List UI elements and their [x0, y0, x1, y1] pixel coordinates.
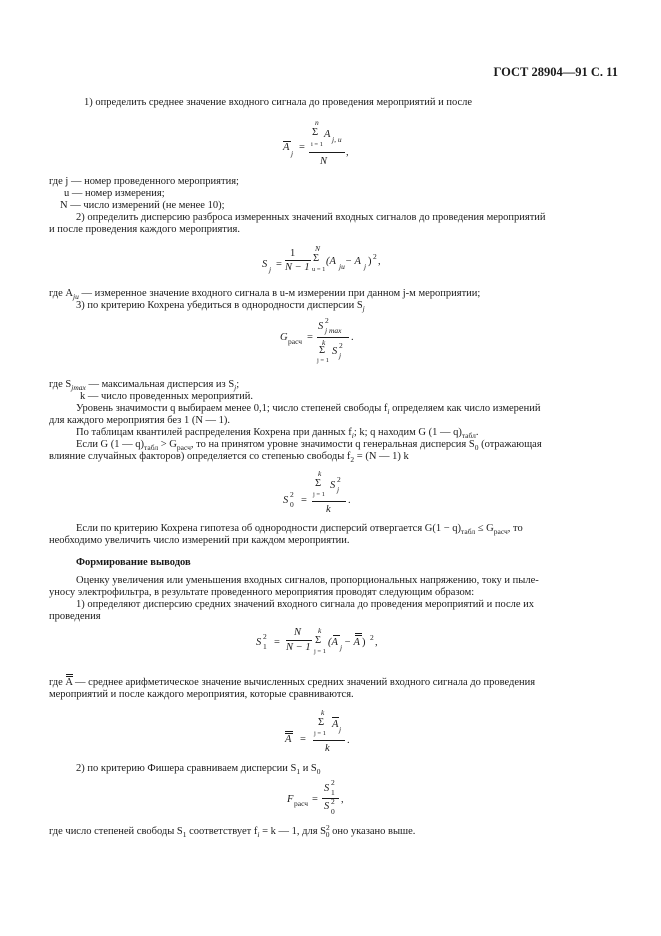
- df-end: оно указано выше.: [329, 826, 416, 837]
- f7-num: S: [324, 783, 330, 794]
- f1-lhs: A: [283, 142, 290, 153]
- f1-sum-bot: i = 1: [311, 141, 323, 148]
- significance-text: [76, 404, 540, 415]
- f4-num-sup: 2: [337, 475, 341, 484]
- f1-tail: ,: [346, 147, 349, 158]
- f3-sum-bot: j = 1: [317, 357, 329, 364]
- conclusion-step-1: 1) определяют дисперсию средних значений входного сигнала до проведения мероприятий и после их: [76, 599, 535, 610]
- f4-lhs: S: [283, 495, 289, 506]
- f3-sum-top: k: [322, 338, 326, 347]
- f5-sum: Σ: [315, 635, 322, 646]
- df-lead: где число степеней свободы S: [49, 826, 183, 837]
- where-j: где j — номер проведенного мероприятия;: [49, 176, 239, 187]
- conclusion-step-1-cont: проведения: [49, 611, 101, 622]
- f3-eq: =: [307, 332, 313, 343]
- f5-sum-bot: j = 1: [314, 648, 326, 655]
- f4-sum-top: k: [318, 469, 322, 478]
- f7-num-sub: 1: [331, 788, 335, 797]
- f4-sum: Σ: [315, 478, 322, 489]
- f4-num-sub: j: [337, 485, 340, 494]
- f7-den-sup: 2: [331, 797, 335, 806]
- f5-lhs: S: [256, 637, 262, 648]
- f1-lhs-sub: j: [291, 149, 294, 158]
- accept-sub3: 0: [474, 443, 479, 452]
- f1-num-sub: j, u: [332, 135, 342, 144]
- f4-den: k: [326, 504, 331, 515]
- f3-lhs: G: [280, 332, 288, 343]
- where-aju-rest: — измеренное значение входного сигнала в u-м измерении при данном j-м мероприятии;: [78, 288, 481, 299]
- cochran-reject-cont: необходимо увеличить число измерений при каждом мероприятии.: [49, 535, 350, 546]
- f1-eq: =: [299, 142, 305, 153]
- f1-den: N: [320, 156, 328, 167]
- conclusion-step-2: [76, 764, 321, 775]
- where-aju: [49, 289, 480, 300]
- where-sjmax-lead: где S: [49, 379, 72, 390]
- conclusion-intro: Оценку увеличения или уменьшения входных сигналов, пропорциональных напряжению, току и пыле-: [76, 575, 539, 586]
- accept-end: , то на принятом уровне значимости q генеральная дисперсия S: [190, 439, 475, 450]
- df-sub3: 0: [325, 830, 330, 839]
- step-3-text: [76, 301, 365, 312]
- step-2-text-cont: и после проведения каждого мероприятия.: [49, 224, 240, 235]
- reject-sub: табл: [461, 527, 476, 536]
- f2-den: N − 1: [285, 262, 310, 273]
- where-sjmax: [49, 380, 239, 391]
- f4-lhs-sub: 0: [290, 500, 294, 509]
- where-abar: где A — среднее арифметическое значение вычисленных средних значений входного сигнала до проведения: [49, 677, 536, 688]
- df-mid: соответствует f: [186, 826, 258, 837]
- where-sjmax-rest: — максимальная дисперсия из S: [85, 379, 235, 390]
- where-n: N — число измерений (не менее 10);: [60, 200, 225, 211]
- where-abar-cont: мероприятий и после каждого мероприятия, которые сравниваются.: [49, 689, 354, 700]
- df-sup: 2: [326, 823, 330, 832]
- f1-sum: Σ: [312, 127, 319, 138]
- f5-body: (A: [328, 637, 338, 648]
- cochran-reject-text: [76, 524, 523, 535]
- f5-lhs-sub: 1: [263, 642, 267, 651]
- f4-lhs-sup: 2: [290, 490, 294, 499]
- f3-den-sup: 2: [339, 341, 343, 350]
- f5-body-end: ): [362, 637, 366, 648]
- f6-sum-bot: j = 1: [314, 730, 326, 737]
- f6-sum: Σ: [318, 717, 325, 728]
- f4-num: S: [330, 480, 336, 491]
- f7-den-sub: 0: [331, 807, 335, 816]
- step-3-sub: j: [362, 304, 365, 313]
- quantile-rest: ; k; q находим G (1 — q): [353, 427, 462, 438]
- f6-den: k: [325, 743, 330, 754]
- where-sjmax-end: ;: [236, 379, 240, 390]
- f5-sup: 2: [370, 633, 374, 642]
- quantile-lead: По таблицам квантилей распределения Кохрена при данных f: [76, 427, 352, 438]
- reject-rest: ≤ G: [475, 523, 494, 534]
- f6-lhs: A: [285, 734, 292, 745]
- significance-rest: определяем как число измерений: [389, 403, 541, 414]
- df-sub: 1: [182, 830, 187, 839]
- where-sjmax-sub: jmax: [71, 383, 86, 392]
- fisher-sub2: 0: [316, 767, 321, 776]
- f2-sum: Σ: [313, 253, 320, 264]
- f2-body-sub2: j: [364, 262, 367, 271]
- f7-lhs: F: [287, 794, 294, 805]
- accept-sub2: расч: [176, 443, 191, 452]
- fisher-lead: 2) по критерию Фишера сравниваем дисперсии S: [76, 763, 297, 774]
- f2-num: 1: [290, 248, 296, 259]
- quantile-sub2: табл: [461, 431, 476, 440]
- f5-eq: =: [274, 637, 280, 648]
- cochran-accept-text: [76, 440, 542, 451]
- step-3-lead: 3) по критерию Кохрена убедиться в однородности дисперсии S: [76, 300, 363, 311]
- degrees-freedom-text: [49, 823, 416, 839]
- f5-sum-top: k: [318, 626, 322, 635]
- f3-num-sub: j max: [325, 326, 342, 335]
- conclusion-intro-cont: уносу электрофильтра, в результате проведенного мероприятия проводят следующим образом:: [49, 587, 475, 598]
- quantile-sub: i: [351, 431, 354, 440]
- f6-eq: =: [300, 734, 306, 745]
- section-heading: Формирование выводов: [76, 557, 191, 568]
- f3-tail: .: [351, 332, 354, 343]
- f5-num: N: [294, 627, 302, 638]
- f2-sum-bot: u = 1: [312, 266, 326, 273]
- accept-lead: Если G (1 — q): [76, 439, 145, 450]
- where-u: u — номер измерения;: [64, 188, 165, 199]
- f2-eq: =: [276, 259, 282, 270]
- significance-text-cont: для каждого мероприятия без 1 (N — 1).: [49, 415, 231, 426]
- where-k: k — число проведенных мероприятий.: [80, 391, 253, 402]
- f6-num: A: [332, 719, 339, 730]
- accept-tail: (отражающая: [478, 439, 542, 450]
- f3-den-sub: j: [339, 351, 342, 360]
- f2-body-sub: ju: [339, 262, 345, 271]
- f3-lhs-sub: расч: [288, 337, 303, 346]
- f4-eq: =: [301, 495, 307, 506]
- reject-lead: Если по критерию Кохрена гипотеза об однородности дисперсий отвергается G(1 − q): [76, 523, 462, 534]
- significance-sub: i: [387, 407, 390, 416]
- accept-cont-lead: влияние случайных факторов) определяется со степенью свободы f: [49, 451, 351, 462]
- f1-sum-top: n: [315, 118, 319, 127]
- f4-tail: .: [348, 495, 351, 506]
- cochran-accept-cont: [49, 452, 409, 463]
- f1-num: A: [324, 129, 331, 140]
- f6-num-sub: j: [339, 725, 342, 734]
- quantile-text: [76, 428, 479, 439]
- accept-cont-sub: 2: [350, 455, 355, 464]
- f3-num-sup: 2: [325, 316, 329, 325]
- f2-body-end: ): [368, 256, 372, 267]
- f2-sup: 2: [373, 252, 377, 261]
- f5-body-mid: − A: [344, 637, 360, 648]
- fisher-sub: 1: [296, 767, 301, 776]
- f5-den: N − 1: [286, 642, 311, 653]
- f2-tail: ,: [378, 256, 381, 267]
- df-mid2: = k — 1, для S: [259, 826, 326, 837]
- f7-lhs-sub: расч: [294, 799, 309, 808]
- f3-num: S: [318, 321, 324, 332]
- f2-body-mid: − A: [345, 256, 361, 267]
- f2-lhs: S: [262, 259, 268, 270]
- step-1-text: 1) определить среднее значение входного сигнала до проведения мероприятий и после: [84, 97, 473, 108]
- reject-end: , то: [507, 523, 523, 534]
- f7-num-sup: 2: [331, 778, 335, 787]
- quantile-end: .: [475, 427, 479, 438]
- fisher-mid: и S: [300, 763, 317, 774]
- f3-den: S: [332, 346, 338, 357]
- f5-lhs-sup: 2: [263, 632, 267, 641]
- page-header: ГОСТ 28904—91 С. 11: [493, 65, 618, 79]
- reject-sub2: расч: [493, 527, 508, 536]
- f7-eq: =: [312, 794, 318, 805]
- f6-sum-top: k: [321, 708, 325, 717]
- f4-sum-bot: j = 1: [313, 491, 325, 498]
- f7-den: S: [324, 801, 330, 812]
- f5-tail: ,: [375, 637, 378, 648]
- f6-tail: .: [347, 735, 350, 746]
- accept-sub: табл: [144, 443, 159, 452]
- where-aju-lead: где A: [49, 288, 73, 299]
- f7-tail: ,: [341, 794, 344, 805]
- f2-lhs-sub: j: [269, 265, 272, 274]
- accept-cont-rest: = (N — 1) k: [354, 451, 409, 462]
- where-aju-sub: ju: [73, 292, 79, 301]
- f3-sum: Σ: [319, 345, 326, 356]
- f2-body: (A: [326, 256, 336, 267]
- significance-lead: Уровень значимости q выбираем менее 0,1; число степеней свободы f: [76, 403, 388, 414]
- f5-body-sub: j: [340, 643, 343, 652]
- where-sjmax-sub2: j: [234, 383, 237, 392]
- f2-sum-top: N: [315, 244, 321, 253]
- step-2-text: 2) определить дисперсию разброса измеренных значений входных сигналов до проведения мероприятий: [76, 212, 546, 223]
- accept-rest: > G: [158, 439, 177, 450]
- df-sub2: i: [257, 830, 260, 839]
